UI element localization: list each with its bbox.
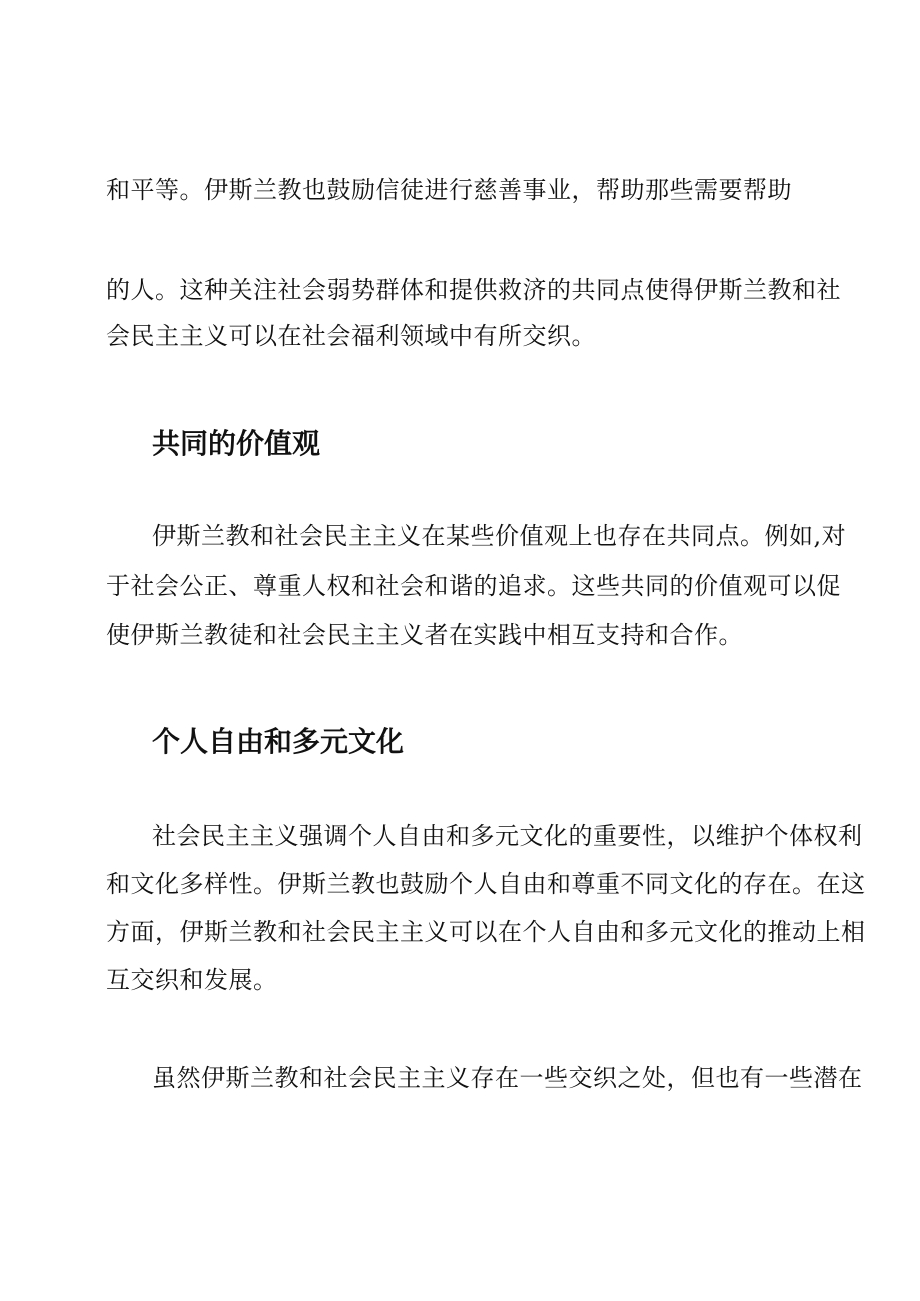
intro-paragraph-line: 和平等。伊斯兰教也鼓励信徒进行慈善事业，帮助那些需要帮助 <box>106 176 792 204</box>
intro-paragraph-line: 的人。这种关注社会弱势群体和提供救济的共同点使得伊斯兰教和社 <box>106 276 841 304</box>
section1-paragraph-line: 于社会公正、尊重人权和社会和谐的追求。这些共同的价值观可以促 <box>106 572 841 600</box>
intro-paragraph-line: 会民主主义可以在社会福利领域中有所交织。 <box>106 322 596 350</box>
section-heading-shared-values: 共同的价值观 <box>152 427 321 460</box>
section2-paragraph-line: 互交织和发展。 <box>106 966 278 994</box>
section2-paragraph-line: 社会民主主义强调个人自由和多元文化的重要性，以维护个体权利 <box>152 822 863 850</box>
section1-paragraph-line: 使伊斯兰教徒和社会民主主义者在实践中相互支持和合作。 <box>106 621 743 649</box>
section2-paragraph-line: 和文化多样性。伊斯兰教也鼓励个人自由和尊重不同文化的存在。在这 <box>106 870 866 898</box>
section2-paragraph-line: 方面，伊斯兰教和社会民主主义可以在个人自由和多元文化的推动上相 <box>106 918 866 946</box>
section-heading-individual-freedom: 个人自由和多元文化 <box>152 725 405 758</box>
closing-paragraph-line: 虽然伊斯兰教和社会民主主义存在一些交织之处，但也有一些潜在 <box>152 1064 863 1092</box>
section1-paragraph-line: 伊斯兰教和社会民主主义在某些价值观上也存在共同点。例如,对 <box>152 522 847 550</box>
